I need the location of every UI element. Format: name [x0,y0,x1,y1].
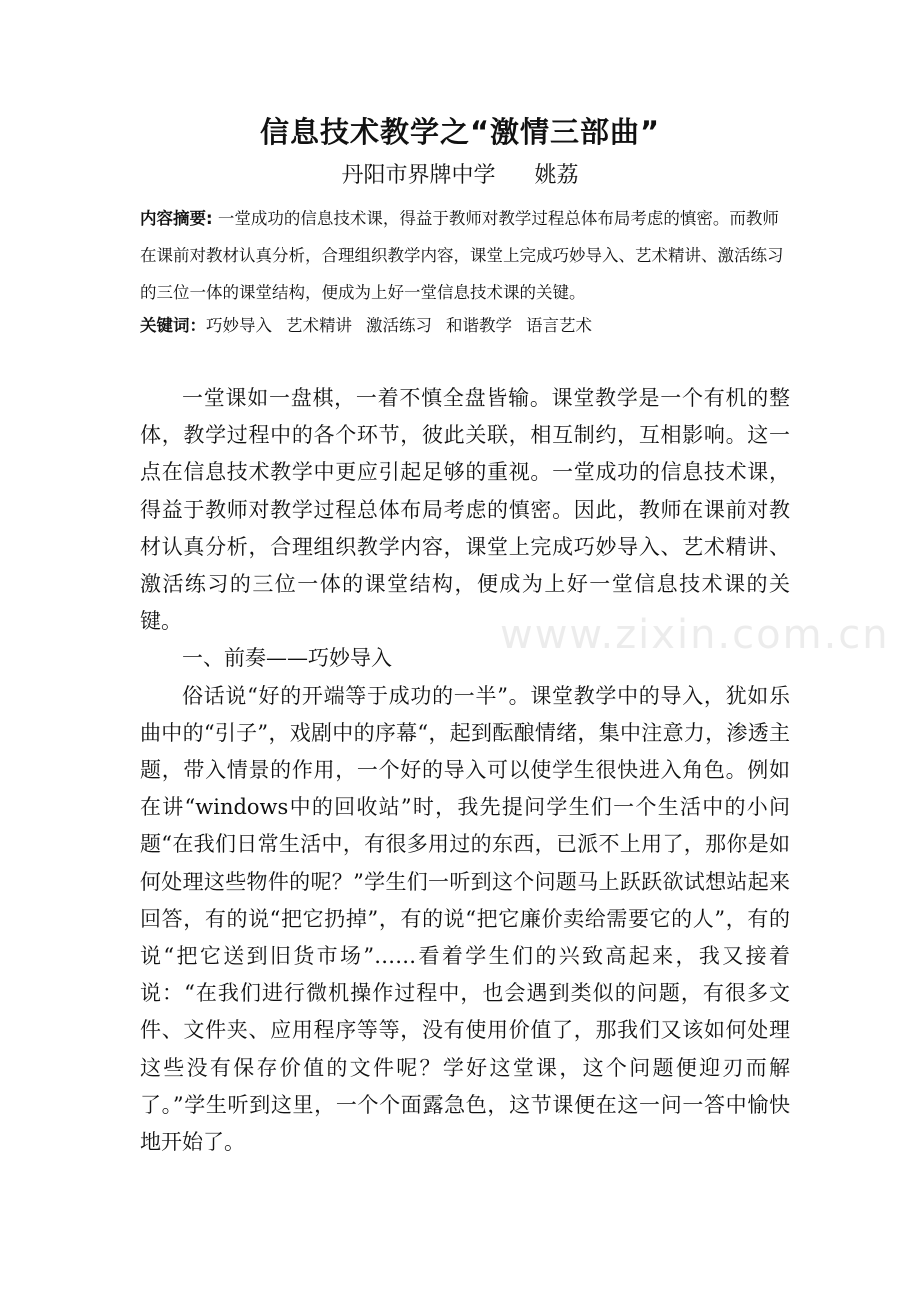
keywords-label: 关键词： [140,316,206,335]
keyword: 艺术精讲 [286,316,352,335]
paragraph: 一堂课如一盘棋，一着不慎全盘皆输。课堂教学是一个有机的整体，教学过程中的各个环节，彼此关联，相互制约，互相影响。这一点在信息技术教学中更应引起足够的重视。一堂成功的信息技术课，得益于教师对教学过程总体布局考虑的慎密。因此，教师在课前对教材认真分析，合理组织教学内容，课堂上完成巧妙导入、艺术精讲、激活练习的三位一体的课堂结构，便成为上好一堂信息技术课的关键。 [140,386,790,634]
document-title: 信息技术教学之“激情三部曲” [259,115,661,149]
author-name: 姚荔 [534,163,579,188]
keyword: 激活练习 [366,316,432,335]
body-text [140,380,790,1161]
watermark: www.zixin.com.cn [500,612,890,658]
keywords [140,310,790,342]
author-school: 丹阳市界牌中学 [341,163,496,188]
abstract [140,200,790,311]
keyword: 巧妙导入 [206,316,272,335]
section-heading: 一、前奏——巧妙导入 [182,646,392,671]
abstract-text: 一堂成功的信息技术课，得益于教师对教学过程总体布局考虑的慎密。而教师在课前对教材认真分析，合理组织教学内容，课堂上完成巧妙导入、艺术精讲、激活练习的三位一体的课堂结构，便成为上好一堂信息技术课的关键。 [140,209,784,302]
keyword: 和谐教学 [446,316,512,335]
abstract-label: 内容摘要: [140,209,213,228]
paragraph: 俗话说“好的开端等于成功的一半”。课堂教学中的导入，犹如乐曲中的“引子”，戏剧中的序幕“，起到酝酿情绪，集中注意力，渗透主题，带入情景的作用，一个好的导入可以使学生很快进入角色。例如在讲“windows中的回收站”时，我先提问学生们一个生活中的小问题“在我们日常生活中，有很多用过的东西，已派不上用了，那你是如何处理这些物件的呢？”学生们一听到这个问题马上跃跃欲试想站起来回答，有的说“把它扔掉”，有的说“把它廉价卖给需要它的人”，有的说“把它送到旧货市场”……看着学生们的兴致高起来，我又接着说：“在我们进行微机操作过程中，也会遇到类似的问题，有很多文件、文件夹、应用程序等等，没有使用价值了，那我们又该如何处理这些没有保存价值的文件呢？学好这堂课，这个问题便迎刃而解了。”学生听到这里，一个个面露急色，这节课便在这一问一答中愉快地开始了。 [140,683,790,1155]
keyword: 语言艺术 [526,316,592,335]
author-line [0,160,920,192]
